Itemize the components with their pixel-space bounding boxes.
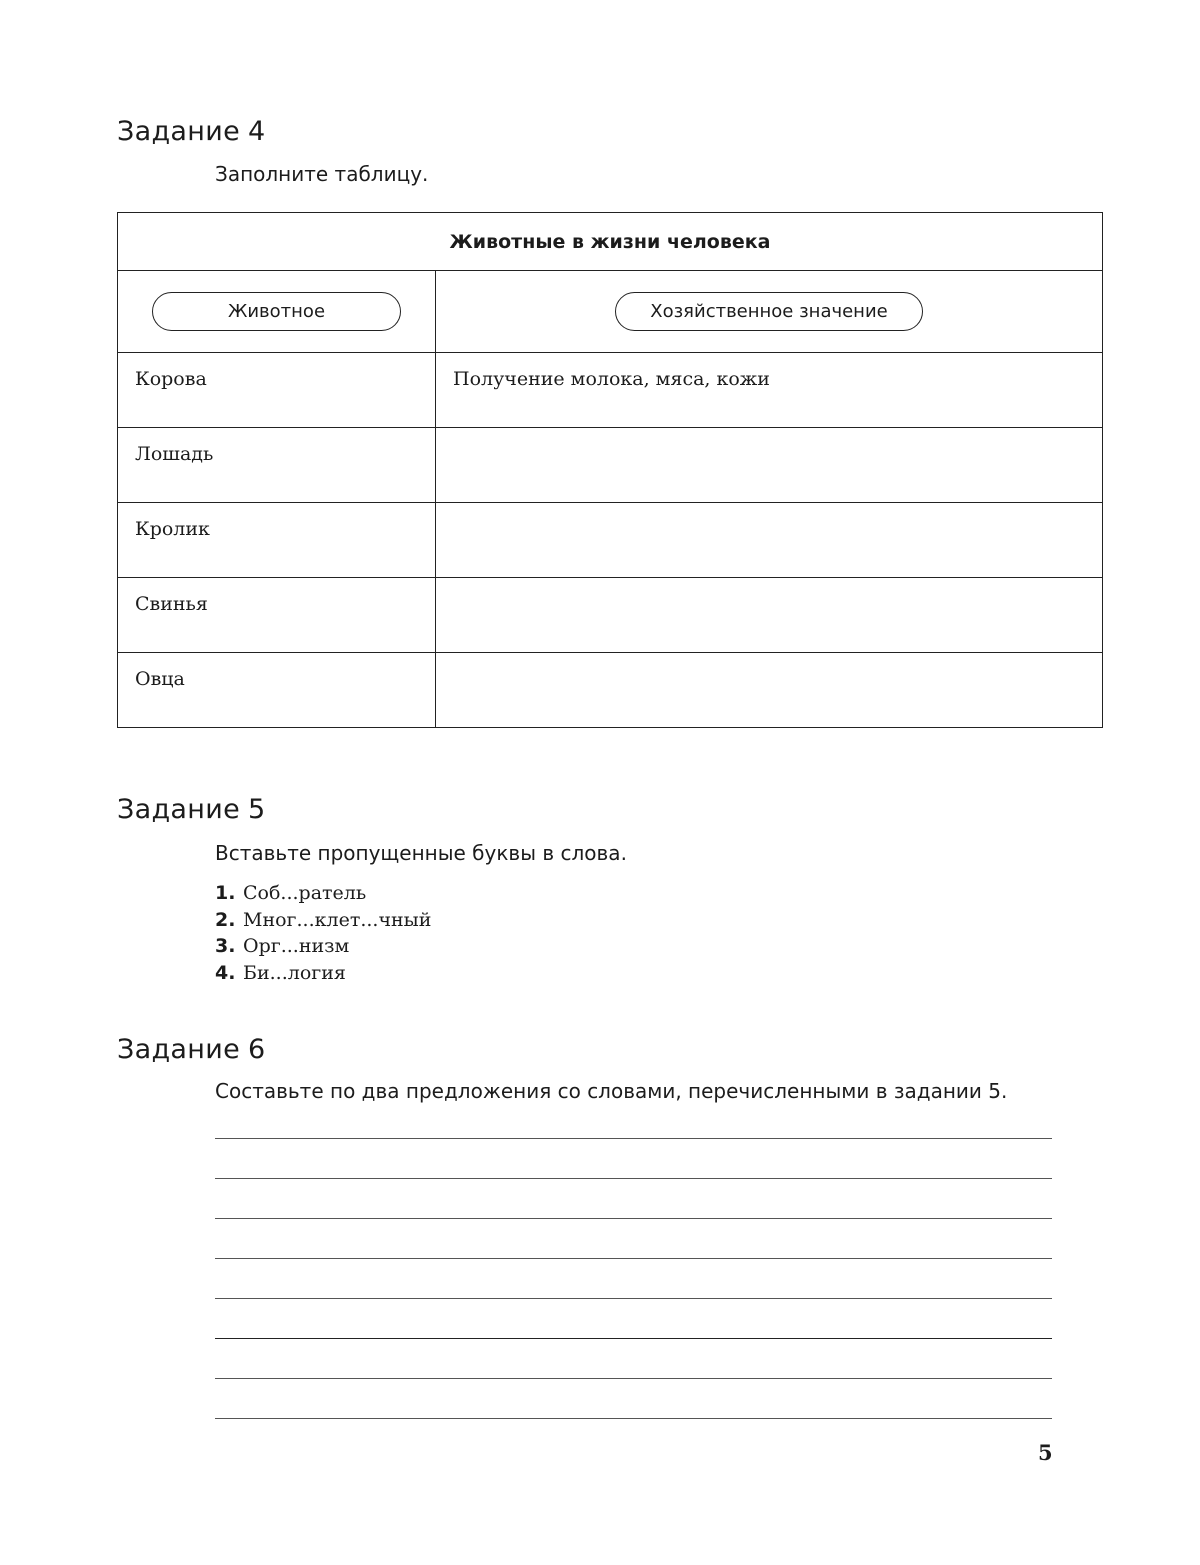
answer-lines[interactable] bbox=[215, 1138, 1052, 1420]
animal-cell: Корова bbox=[118, 353, 436, 428]
value-cell[interactable] bbox=[436, 503, 1103, 578]
column-header-value-cell bbox=[436, 271, 1103, 353]
value-cell[interactable] bbox=[436, 428, 1103, 503]
answer-line[interactable] bbox=[215, 1378, 1052, 1418]
task6-heading-number: 6 bbox=[247, 1034, 266, 1065]
list-item-number: 4. bbox=[215, 962, 236, 985]
table-row bbox=[118, 428, 1103, 503]
list-item-number: 2. bbox=[215, 908, 236, 931]
word-list bbox=[215, 880, 431, 987]
page-number: 5 bbox=[1038, 1440, 1053, 1465]
list-item bbox=[215, 933, 431, 960]
task4-heading-number: 4 bbox=[247, 116, 266, 147]
list-item-number: 3. bbox=[215, 935, 236, 958]
answer-line[interactable] bbox=[215, 1418, 1052, 1420]
list-item bbox=[215, 907, 431, 934]
list-item-word: Соб...ратель bbox=[243, 882, 367, 904]
task5-heading-number: 5 bbox=[247, 794, 266, 825]
list-item bbox=[215, 880, 431, 907]
list-item-word: Орг...низм bbox=[243, 935, 350, 958]
task6-heading-label: Задание bbox=[117, 1034, 240, 1065]
table-title: Животные в жизни человека bbox=[118, 213, 1103, 271]
table-row bbox=[118, 503, 1103, 578]
answer-line[interactable] bbox=[215, 1138, 1052, 1178]
answer-line[interactable] bbox=[215, 1258, 1052, 1298]
list-item-word: Би...логия bbox=[243, 962, 346, 985]
answer-line[interactable] bbox=[215, 1178, 1052, 1218]
animals-table bbox=[117, 212, 1103, 728]
answer-line[interactable] bbox=[215, 1338, 1052, 1378]
list-item-word: Мног...клет...чный bbox=[243, 908, 432, 931]
column-header-animal-cell bbox=[118, 271, 436, 353]
answer-line[interactable] bbox=[215, 1298, 1052, 1338]
task6-instruction: Составьте по два предложения со словами, перечисленными в задании 5. bbox=[215, 1079, 1008, 1103]
task6-heading bbox=[117, 1034, 265, 1065]
answer-line[interactable] bbox=[215, 1218, 1052, 1258]
task4-heading-label: Задание bbox=[117, 116, 240, 147]
animal-cell: Кролик bbox=[118, 503, 436, 578]
task5-instruction: Вставьте пропущенные буквы в слова. bbox=[215, 841, 627, 865]
list-item-number: 1. bbox=[215, 882, 236, 904]
table-row bbox=[118, 578, 1103, 653]
list-item bbox=[215, 960, 431, 987]
task4-instruction: Заполните таблицу. bbox=[215, 162, 429, 186]
animal-cell: Лошадь bbox=[118, 428, 436, 503]
task4-heading bbox=[117, 116, 265, 147]
task5-heading-label: Задание bbox=[117, 794, 240, 825]
table-row bbox=[118, 353, 1103, 428]
task5-heading bbox=[117, 794, 265, 825]
value-cell[interactable]: Получение молока, мяса, кожи bbox=[436, 353, 1103, 428]
value-cell[interactable] bbox=[436, 578, 1103, 653]
animal-cell: Овца bbox=[118, 653, 436, 728]
value-cell[interactable] bbox=[436, 653, 1103, 728]
column-header-value: Хозяйственное значение bbox=[615, 292, 923, 331]
table-row bbox=[118, 653, 1103, 728]
column-header-animal: Животное bbox=[152, 292, 401, 331]
animal-cell: Свинья bbox=[118, 578, 436, 653]
